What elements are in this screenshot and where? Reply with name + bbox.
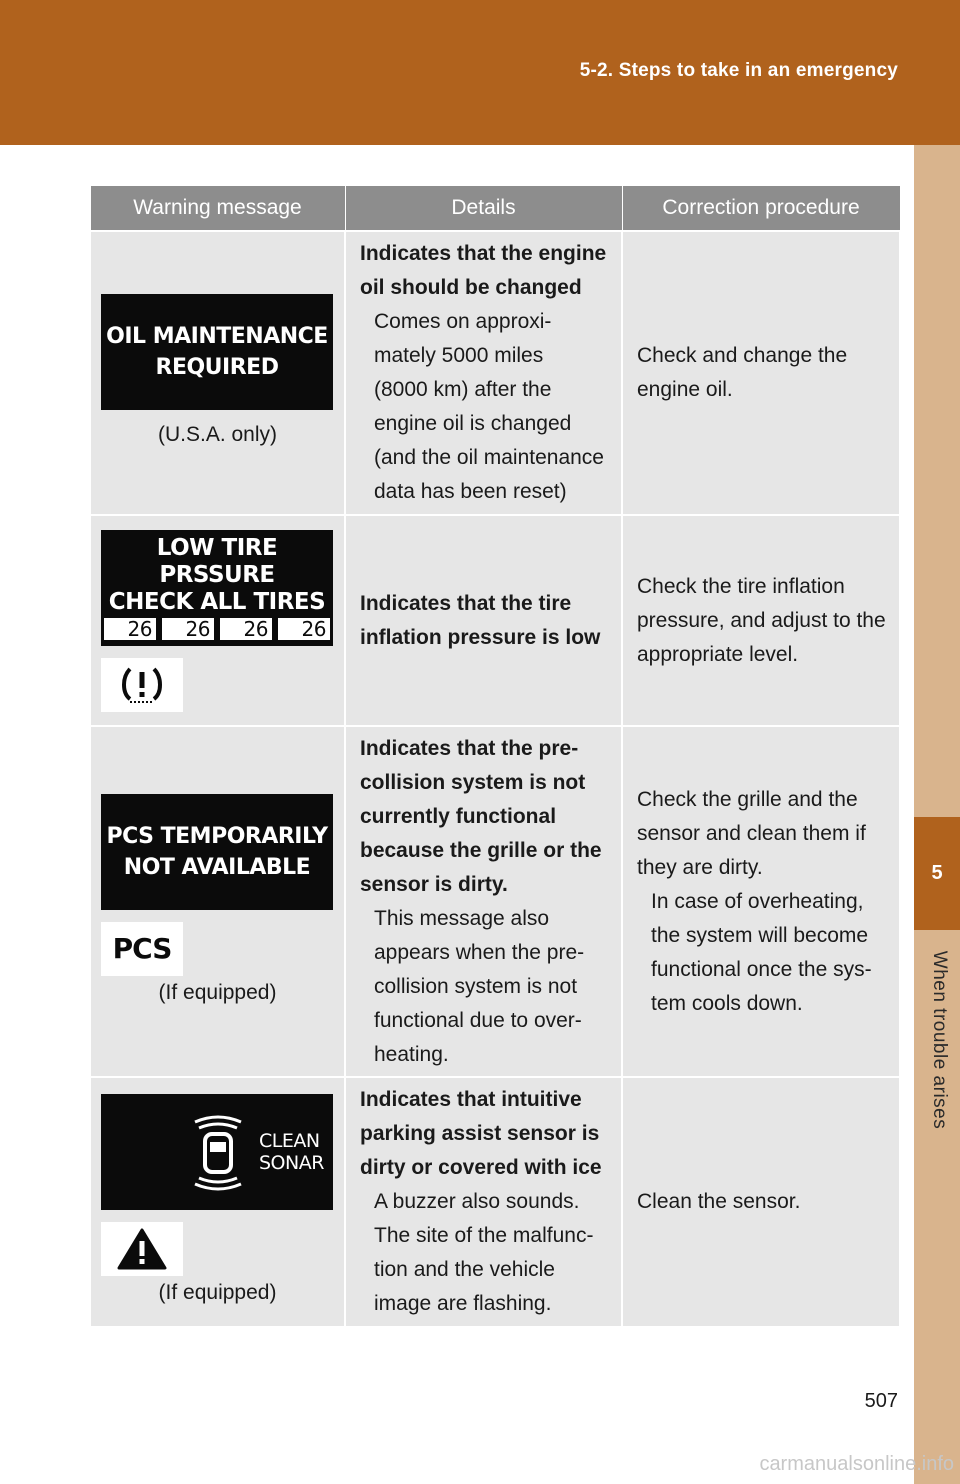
- details-note: tion and the vehicle: [374, 1258, 555, 1281]
- correction-note: the system will become: [651, 923, 869, 947]
- correction-note: In case of overheating,: [651, 889, 864, 913]
- details-note: (and the oil maintenance: [374, 446, 604, 469]
- correction-note: functional once the sys-: [651, 957, 872, 981]
- display-line: NOT AVAILABLE: [123, 854, 311, 880]
- details-heading: parking assist sensor is: [360, 1122, 600, 1145]
- master-warning-icon: [101, 1222, 183, 1276]
- details-heading: sensor is dirty.: [360, 872, 508, 896]
- correction-text: pressure, and adjust to the: [637, 608, 886, 632]
- details-heading: inflation pressure is low: [360, 625, 601, 649]
- details-note: appears when the pre-: [374, 940, 585, 964]
- clean-sonar-display: [101, 1094, 333, 1210]
- column-header-details: Details: [345, 186, 622, 231]
- warning-table: [89, 186, 901, 1326]
- details-note: This message also: [374, 906, 550, 930]
- tire-pressure-values: [104, 618, 330, 640]
- details-note: functional due to over-: [374, 1008, 582, 1032]
- table-row: [90, 231, 900, 515]
- table-header-row: [90, 186, 900, 231]
- low-tire-pressure-display: [101, 530, 333, 646]
- warning-message-cell: [90, 515, 345, 726]
- display-line: PCS TEMPORARILY: [106, 823, 328, 849]
- display-line: CHECK ALL TIRES: [108, 589, 326, 615]
- column-header-warning: Warning message: [90, 186, 345, 231]
- table-row: [90, 1077, 900, 1326]
- correction-note: tem cools down.: [651, 991, 803, 1015]
- tire-value: 26: [278, 618, 330, 640]
- correction-text: Check and change the: [637, 344, 848, 367]
- details-note: A buzzer also sounds.: [374, 1190, 580, 1213]
- table-row: [90, 726, 900, 1077]
- correction-text: Check the grille and the: [637, 787, 858, 811]
- oil-maintenance-display: [101, 294, 333, 410]
- details-note: image are flashing.: [374, 1292, 552, 1315]
- display-line: REQUIRED: [155, 355, 279, 380]
- correction-text: Check the tire inflation: [637, 574, 845, 598]
- details-note: heating.: [374, 1042, 449, 1066]
- details-heading: Indicates that the engine: [360, 242, 607, 265]
- tire-value: 26: [220, 618, 272, 640]
- table-row: [90, 515, 900, 726]
- correction-cell: [622, 1077, 900, 1326]
- display-line: SONAR: [259, 1152, 324, 1174]
- watermark: carmanualsonline.info: [759, 1453, 954, 1475]
- pcs-icon-text: PCS: [112, 931, 172, 965]
- correction-text: they are dirty.: [637, 855, 763, 879]
- details-note: collision system is not: [374, 974, 578, 998]
- caption: (U.S.A. only): [157, 423, 278, 446]
- details-note: The site of the malfunc-: [374, 1224, 594, 1247]
- correction-cell: [622, 515, 900, 726]
- chapter-title: When trouble arises: [929, 950, 950, 1130]
- side-strip: [914, 145, 960, 1484]
- details-heading: Indicates that intuitive: [360, 1088, 582, 1111]
- display-line: OIL MAINTENANCE: [106, 324, 328, 349]
- details-note: mately 5000 miles: [374, 344, 544, 367]
- display-line: LOW TIRE PRSSURE: [156, 535, 278, 588]
- column-header-correction: Correction procedure: [622, 186, 900, 231]
- details-heading: because the grille or the: [360, 838, 602, 862]
- chapter-number: 5: [931, 862, 943, 884]
- details-cell: [345, 726, 622, 1077]
- details-cell: [345, 231, 622, 515]
- correction-text: engine oil.: [637, 378, 733, 401]
- tire-pressure-warning-icon: [101, 658, 183, 712]
- pcs-icon: [101, 922, 183, 976]
- correction-text: appropriate level.: [637, 642, 799, 666]
- details-cell: [345, 1077, 622, 1326]
- details-note: engine oil is changed: [374, 412, 572, 435]
- page-number: 507: [864, 1390, 898, 1412]
- tire-value: 26: [162, 618, 214, 640]
- correction-cell: [622, 231, 900, 515]
- correction-cell: [622, 726, 900, 1077]
- details-note: Comes on approxi-: [374, 310, 552, 333]
- section-title: 5-2. Steps to take in an emergency: [579, 60, 898, 81]
- chapter-tab[interactable]: [914, 817, 960, 930]
- clean-sonar-text: [259, 1130, 324, 1174]
- details-heading: Indicates that the tire: [360, 591, 572, 615]
- tire-value: 26: [104, 618, 156, 640]
- correction-text: Clean the sensor.: [637, 1190, 801, 1213]
- details-heading: collision system is not: [360, 770, 586, 794]
- warning-message-cell: [90, 726, 345, 1077]
- display-line: CLEAN: [259, 1130, 320, 1152]
- details-cell: [345, 515, 622, 726]
- details-note: data has been reset): [374, 480, 567, 503]
- pcs-display: [101, 794, 333, 910]
- details-heading: dirty or covered with ice: [360, 1156, 602, 1179]
- caption: (If equipped): [158, 1281, 277, 1304]
- details-heading: currently functional: [360, 804, 557, 828]
- warning-message-cell: [90, 231, 345, 515]
- details-note: (8000 km) after the: [374, 378, 552, 401]
- page-header: [0, 0, 960, 145]
- parking-sensor-car-icon: [187, 1112, 249, 1192]
- details-heading: oil should be changed: [360, 276, 582, 299]
- caption: (If equipped): [158, 980, 277, 1004]
- details-heading: Indicates that the pre-: [360, 736, 579, 760]
- correction-text: sensor and clean them if: [637, 821, 866, 845]
- warning-message-cell: [90, 1077, 345, 1326]
